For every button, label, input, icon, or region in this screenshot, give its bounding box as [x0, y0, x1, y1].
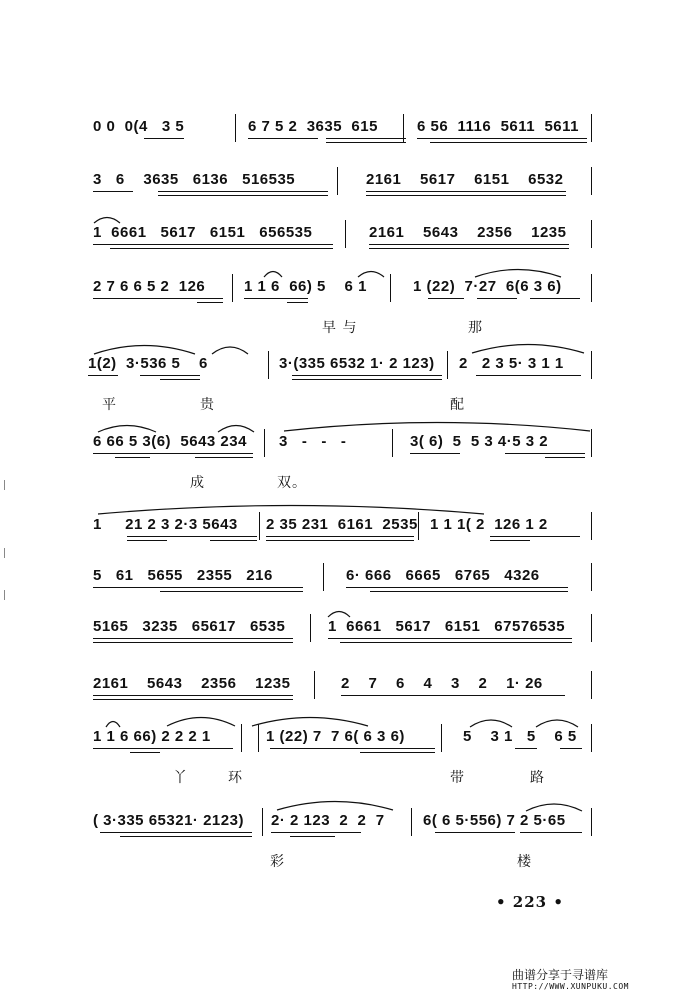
measure-segment: 2 2 3 5· 3 1 1	[459, 355, 564, 372]
bar-line	[337, 167, 338, 195]
beam-underline	[270, 748, 435, 749]
bar-line	[310, 614, 311, 642]
bar-line	[345, 220, 346, 248]
lyric: 配	[450, 397, 465, 413]
beam-underline	[266, 536, 414, 537]
measure-segment: 2 35 231 6161 2535	[266, 516, 418, 533]
bar-line	[241, 724, 242, 752]
bar-line	[441, 724, 442, 752]
bar-line	[591, 167, 592, 195]
beam-underline	[210, 540, 257, 541]
measure-segment: 3 6 3635 6136 516535	[93, 171, 296, 188]
lyric: 那	[468, 320, 483, 336]
bar-line	[591, 671, 592, 699]
beam-underline	[366, 191, 566, 192]
beam-underline	[370, 591, 568, 592]
slur-mark	[250, 713, 370, 727]
beam-underline	[520, 832, 582, 833]
beam-underline	[515, 748, 537, 749]
beam-underline	[160, 379, 200, 380]
bar-line	[591, 220, 592, 248]
lyric: 路	[530, 770, 545, 786]
lyric: 成	[190, 475, 205, 491]
beam-underline	[326, 138, 406, 139]
beam-underline	[266, 540, 414, 541]
measure-segment: 5165 3235 65617 6535	[93, 618, 286, 635]
beam-underline	[93, 695, 293, 696]
beam-underline	[158, 195, 328, 196]
bar-line	[591, 274, 592, 302]
beam-underline	[93, 298, 223, 299]
bar-line	[591, 114, 592, 142]
lyric: 平	[102, 397, 117, 413]
beam-underline	[115, 457, 150, 458]
beam-underline	[360, 752, 435, 753]
bar-line	[591, 351, 592, 379]
beam-underline	[140, 375, 200, 376]
bar-line	[591, 512, 592, 540]
lyric: 楼	[517, 854, 532, 870]
beam-underline	[110, 248, 333, 249]
beam-underline	[369, 248, 569, 249]
beam-underline	[505, 453, 585, 454]
measure-segment: 1 (22) 7 7 6( 6 3 6)	[266, 728, 405, 745]
lyric: 双。	[277, 475, 307, 491]
lyric: 彩	[270, 854, 285, 870]
bar-line	[258, 724, 259, 752]
beam-underline	[292, 375, 442, 376]
measure-segment: 6 7 5 2 3635 615	[248, 118, 378, 135]
bar-line	[591, 563, 592, 591]
beam-underline	[88, 375, 118, 376]
bar-line	[390, 274, 391, 302]
beam-underline	[248, 138, 318, 139]
measure-segment: 1 6661 5617 6151 67576535	[328, 618, 566, 635]
measure-segment: 2161 5617 6151 6532	[366, 171, 564, 188]
measure-segment: 0 0 0(4 3 5	[93, 118, 185, 135]
beam-underline	[530, 298, 580, 299]
measure-segment: 3·(335 6532 1· 2 123)	[279, 355, 435, 372]
measure-segment: 1 6661 5617 6151 656535	[93, 224, 313, 241]
slur-mark	[92, 341, 197, 355]
beam-underline	[130, 752, 160, 753]
bar-line	[232, 274, 233, 302]
measure-segment: ( 3·335 65321· 2123)	[93, 812, 244, 829]
measure-segment: 2161 5643 2356 1235	[369, 224, 567, 241]
score-row	[0, 432, 679, 502]
beam-underline	[158, 191, 328, 192]
measure-segment: 2161 5643 2356 1235	[93, 675, 291, 692]
measure-segment: 6 56 1116 5611 5611	[417, 118, 579, 135]
measure-segment: 6( 6 5·556) 7 2 5·65	[423, 812, 566, 829]
bar-line	[264, 429, 265, 457]
bar-line	[235, 114, 236, 142]
beam-underline	[127, 540, 167, 541]
bar-line	[262, 808, 263, 836]
slur-mark	[216, 421, 256, 433]
beam-underline	[144, 138, 184, 139]
beam-underline	[292, 379, 442, 380]
beam-underline	[195, 457, 253, 458]
beam-underline	[93, 699, 293, 700]
beam-underline	[271, 832, 361, 833]
beam-underline	[417, 138, 587, 139]
beam-underline	[369, 244, 569, 245]
slur-mark	[165, 713, 237, 727]
lyric: 贵	[200, 397, 215, 413]
slur-mark	[210, 343, 250, 355]
beam-underline	[346, 587, 568, 588]
beam-underline	[93, 191, 133, 192]
score-row	[0, 277, 679, 347]
measure-segment: 1 1 6 66) 5 6 1	[244, 278, 367, 295]
beam-underline	[430, 142, 587, 143]
beam-underline	[490, 540, 530, 541]
beam-underline	[410, 453, 460, 454]
scan-mark	[4, 548, 5, 558]
watermark-url: HTTP://WWW.XUNPUKU.COM	[512, 982, 629, 991]
beam-underline	[545, 457, 585, 458]
beam-underline	[290, 836, 335, 837]
beam-underline	[476, 375, 581, 376]
bar-line	[323, 563, 324, 591]
beam-underline	[287, 302, 308, 303]
scan-mark	[4, 590, 5, 600]
score-row	[0, 727, 679, 797]
score-row	[0, 811, 679, 881]
lyric: 带	[450, 770, 465, 786]
measure-segment: 6 66 5 3(6) 5643 234	[93, 433, 247, 450]
slur-mark	[470, 340, 586, 354]
lyric: 丫	[173, 770, 188, 786]
slur-mark	[275, 797, 395, 811]
measure-segment: 5 61 5655 2355 216	[93, 567, 273, 584]
score-row	[0, 354, 679, 424]
bar-line	[591, 429, 592, 457]
beam-underline	[120, 836, 252, 837]
beam-underline	[93, 587, 303, 588]
bar-line	[591, 808, 592, 836]
bar-line	[447, 351, 448, 379]
beam-underline	[197, 302, 223, 303]
beam-underline	[244, 298, 308, 299]
bar-line	[591, 614, 592, 642]
beam-underline	[428, 298, 464, 299]
measure-segment: 1 1 6 66) 2 2 2 1	[93, 728, 211, 745]
bar-line	[591, 724, 592, 752]
measure-segment: 1 21 2 3 2·3 5643	[93, 516, 238, 533]
beam-underline	[127, 536, 257, 537]
measure-segment: 2· 2 123 2 2 7	[271, 812, 385, 829]
watermark-title: 曲谱分享于寻谱库	[512, 968, 609, 982]
bar-line	[418, 512, 419, 540]
beam-underline	[160, 591, 303, 592]
bar-line	[259, 512, 260, 540]
measure-segment: 3 - - -	[279, 433, 347, 450]
measure-segment: 1 (22) 7·27 6(6 3 6)	[413, 278, 562, 295]
page-number: • 223 •	[496, 893, 564, 911]
beam-underline	[477, 298, 517, 299]
measure-segment: 1 1 1( 2 126 1 2	[430, 516, 548, 533]
measure-segment: 5 3 1 5 6 5	[463, 728, 577, 745]
measure-segment: 2 7 6 6 5 2 126	[93, 278, 206, 295]
beam-underline	[560, 748, 582, 749]
beam-underline	[326, 142, 406, 143]
beam-underline	[328, 638, 572, 639]
lyric: 环	[228, 770, 243, 786]
beam-underline	[93, 638, 293, 639]
slur-mark	[356, 268, 386, 278]
measure-segment: 2 7 6 4 3 2 1· 26	[341, 675, 543, 692]
beam-underline	[340, 642, 572, 643]
lyric: 早 与	[322, 320, 358, 336]
bar-line	[314, 671, 315, 699]
measure-segment: 3( 6) 5 5 3 4·5 3 2	[410, 433, 549, 450]
beam-underline	[366, 195, 566, 196]
scan-mark	[4, 480, 5, 490]
beam-underline	[93, 244, 333, 245]
beam-underline	[93, 453, 253, 454]
beam-underline	[93, 642, 293, 643]
beam-underline	[100, 832, 252, 833]
bar-line	[411, 808, 412, 836]
slur-mark	[96, 501, 486, 515]
beam-underline	[435, 832, 515, 833]
beam-underline	[490, 536, 580, 537]
beam-underline	[93, 748, 233, 749]
measure-segment: 1(2) 3·536 5 6	[88, 355, 208, 372]
beam-underline	[341, 695, 565, 696]
slur-mark	[473, 266, 563, 278]
slur-mark	[282, 418, 592, 432]
bar-line	[268, 351, 269, 379]
measure-segment: 6· 666 6665 6765 4326	[346, 567, 540, 584]
bar-line	[392, 429, 393, 457]
